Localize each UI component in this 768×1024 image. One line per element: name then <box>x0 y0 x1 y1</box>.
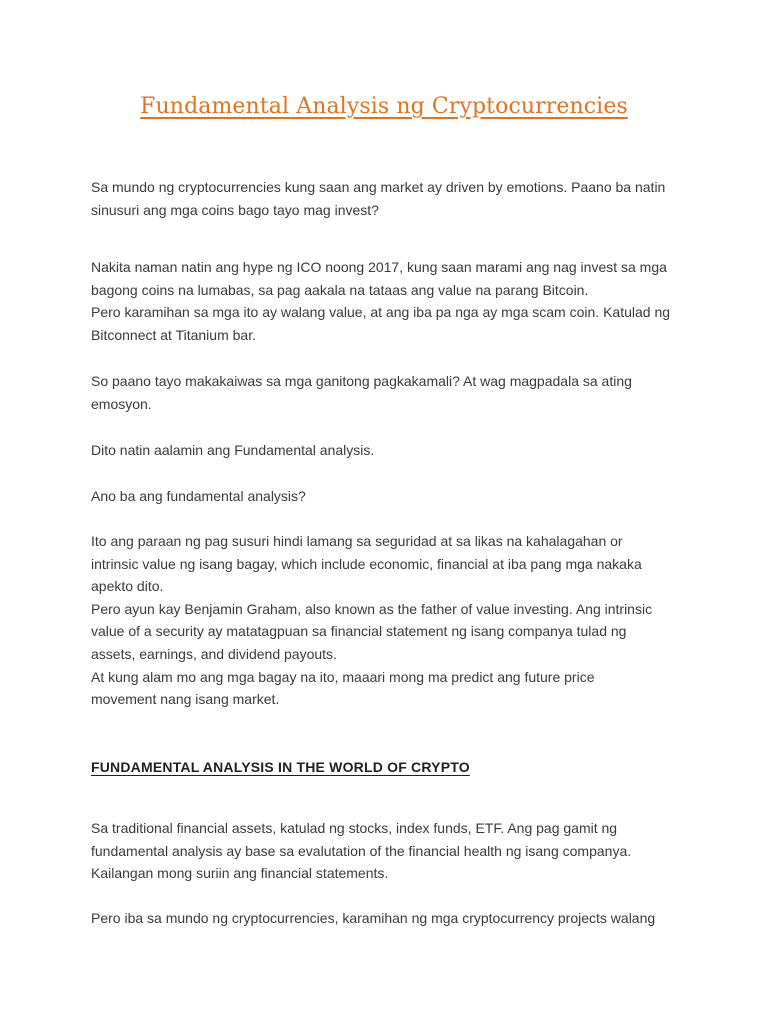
text-line: Dito natin aalamin ang Fundamental analysis. <box>91 442 375 458</box>
text-line: fundamental analysis ay base sa evalutation of the financial health ng isang companya. <box>91 842 632 859</box>
document-title: Fundamental Analysis ng Cryptocurrencies <box>140 94 628 119</box>
paragraph-intro <box>91 176 691 221</box>
text-line: Ito ang paraan ng pag susuri hindi lamang sa seguridad at sa likas na kahalagahan or <box>91 533 623 549</box>
text-line: Ano ba ang fundamental analysis? <box>91 488 306 504</box>
text-line: emosyon. <box>91 395 152 412</box>
text-line: bagong coins na lumabas, sa pag aakala na tataas ang value na parang Bitcoin. <box>91 281 589 298</box>
text-line: At kung alam mo ang mga bagay na ito, maaari mong ma predict ang future price <box>91 668 595 685</box>
text-line: So paano tayo makakaiwas sa mga ganitong pagkakamali? At wag magpadala sa ating <box>91 373 632 389</box>
text-line: apekto dito. <box>91 578 164 595</box>
text-line: Bitconnect at Titanium bar. <box>91 326 256 343</box>
text-line: assets, earnings, and dividend payouts. <box>91 645 337 662</box>
paragraph-question <box>91 485 691 508</box>
section-heading: FUNDAMENTAL ANALYSIS IN THE WORLD OF CRYPTO <box>91 759 470 775</box>
text-line: Pero iba sa mundo ng cryptocurrencies, karamihan ng mga cryptocurrency projects walang <box>91 910 656 926</box>
text-line: Kailangan mong suriin ang financial statements. <box>91 865 389 882</box>
paragraph-crypto-projects <box>91 907 691 930</box>
text-line: Sa traditional financial assets, katulad ng stocks, index funds, ETF. Ang pag gamit ng <box>91 820 618 836</box>
text-line: movement nang isang market. <box>91 691 280 708</box>
text-line: value of a security ay matatagpuan sa financial statement ng isang companya tulad ng <box>91 623 627 640</box>
paragraph-avoid-mistakes <box>91 370 691 415</box>
paragraph-definition <box>91 530 691 711</box>
paragraph-ico-hype <box>91 256 691 346</box>
paragraph-traditional-assets <box>91 817 691 885</box>
text-line: Nakita naman natin ang hype ng ICO noong 2017, kung saan marami ang nag invest sa mga <box>91 259 667 275</box>
paragraph-dito-natin <box>91 439 691 462</box>
text-line: Pero ayun kay Benjamin Graham, also known as the father of value investing. Ang intrinsic <box>91 600 653 617</box>
text-line: Pero karamihan sa mga ito ay walang value, at ang iba pa nga ay mga scam coin. Katulad ng <box>91 304 671 321</box>
text-line: Sa mundo ng cryptocurrencies kung saan ang market ay driven by emotions. Paano ba natin <box>91 179 666 195</box>
text-line: intrinsic value ng isang bagay, which include economic, financial at iba pang mga nakaka <box>91 555 642 572</box>
text-line: sinusuri ang mga coins bago tayo mag invest? <box>91 201 379 218</box>
